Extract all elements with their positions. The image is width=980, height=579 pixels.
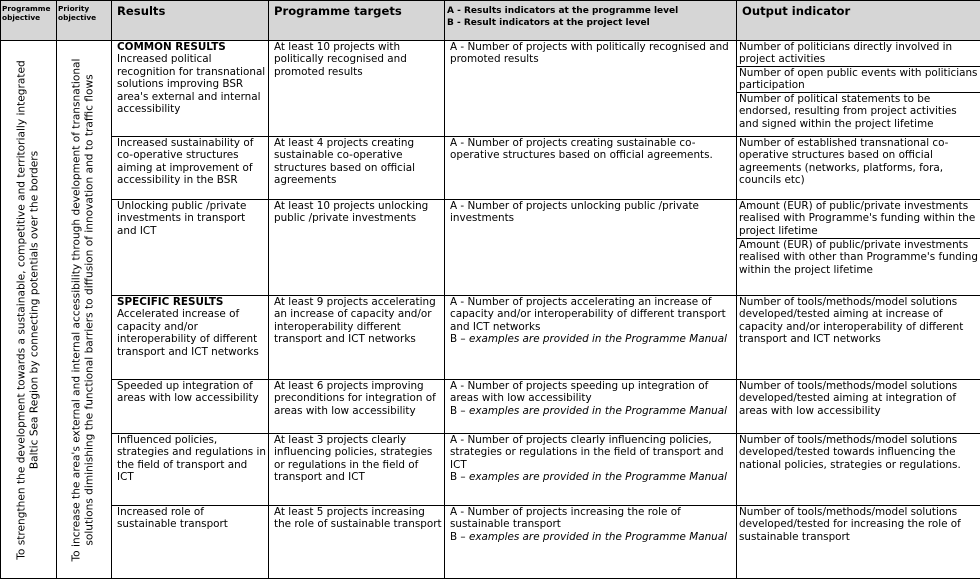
target-cell: At least 10 projects with politically recognised and promoted results — [269, 41, 445, 137]
header-indicators-b: B - Result indicators at the project level — [447, 18, 650, 28]
indicator-cell: A - Number of projects creating sustainable co-operative structures based on official agreements. — [445, 137, 737, 200]
indicator-cell — [445, 296, 737, 380]
output-item: Amount (EUR) of public/private investments realised with other than Programme's funding within the project lifetime — [737, 238, 980, 276]
target-cell: At least 10 projects unlocking public /private investments — [269, 200, 445, 296]
output-item: Number of open public events with politicians participation — [737, 66, 980, 92]
header-output-indicator: Output indicator — [737, 1, 980, 41]
programme-objective-cell — [1, 41, 57, 579]
target-cell: At least 5 projects increasing the role of sustainable transport — [269, 506, 445, 579]
header-priority-objective: Priority objective — [57, 1, 112, 41]
table-row — [1, 200, 980, 296]
priority-objective-text: To increase the area's external and internal accessibility through development of transnational solutions diminishing the functional barriers to diffusion of innovation and to traffic flows — [70, 58, 96, 561]
table-row — [1, 434, 980, 506]
result-cell — [112, 41, 269, 137]
output-cell: Number of tools/methods/model solutions developed/tested aiming at increase of capacity and/or interoperability of different transport and ICT networks — [737, 296, 980, 380]
table-row — [1, 296, 980, 380]
indicator-cell — [445, 506, 737, 579]
target-cell: At least 4 projects creating sustainable co-operative structures based on official agreements — [269, 137, 445, 200]
indicator-b: examples are provided in the Programme Manual — [468, 471, 727, 484]
indicator-b: examples are provided in the Programme Manual — [468, 530, 727, 543]
table-row — [1, 41, 980, 137]
indicator-a: A - Number of projects speeding up integration of areas with low accessibility — [450, 380, 709, 405]
result-text: Increased political recognition for transnational solutions improving BSR area's external and internal accessibility — [117, 53, 266, 116]
target-cell: At least 6 projects improving preconditions for integration of areas with low accessibility — [269, 380, 445, 434]
output-cell — [737, 41, 980, 137]
result-cell: Increased role of sustainable transport — [112, 506, 269, 579]
indicator-a: A - Number of projects increasing the role of sustainable transport — [450, 506, 681, 531]
indicator-cell — [445, 434, 737, 506]
header-indicators-a: A - Results indicators at the programme level — [447, 6, 679, 16]
result-text: Accelerated increase of capacity and/or interoperability of different transport and ICT networks — [117, 308, 259, 358]
header-row — [1, 1, 980, 41]
output-cell: Number of tools/methods/model solutions developed/tested towards influencing the national policies, strategies or regulations. — [737, 434, 980, 506]
output-cell: Number of tools/methods/model solutions developed/tested aiming at integration of areas with low accessibility — [737, 380, 980, 434]
indicator-b: examples are provided in the Programme Manual — [468, 333, 727, 346]
table-row — [1, 506, 980, 579]
result-cell: Speeded up integration of areas with low accessibility — [112, 380, 269, 434]
output-item: Number of political statements to be endorsed, resulting from project activities and signed within the project lifetime — [737, 92, 980, 130]
output-cell: Number of established transnational co-operative structures based on official agreements (networks, platforms, fora, councils etc) — [737, 137, 980, 200]
output-cell: Number of tools/methods/model solutions developed/tested for increasing the role of sustainable transport — [737, 506, 980, 579]
indicator-cell — [445, 380, 737, 434]
indicator-cell: A - Number of projects unlocking public /private investments — [445, 200, 737, 296]
header-programme-objective: Programme objective — [1, 1, 57, 41]
output-item: Number of politicians directly involved in project activities — [739, 41, 953, 66]
result-cell — [112, 296, 269, 380]
result-cell: Unlocking public /private investments in transport and ICT — [112, 200, 269, 296]
table-row — [1, 137, 980, 200]
indicator-a: A - Number of projects accelerating an increase of capacity and/or interoperability of different transport and ICT networks — [450, 296, 726, 333]
indicator-b-prefix: B – — [450, 333, 469, 346]
indicator-b-prefix: B – — [450, 471, 469, 484]
result-heading: SPECIFIC RESULTS — [117, 296, 224, 308]
target-cell: At least 9 projects accelerating an increase of capacity and/or interoperability different transport and ICT networks — [269, 296, 445, 380]
indicator-b-prefix: B – — [450, 404, 469, 417]
output-cell — [737, 200, 980, 296]
result-heading: COMMON RESULTS — [117, 41, 226, 53]
result-cell: Increased sustainability of co-operative structures aiming at improvement of accessibility in the BSR — [112, 137, 269, 200]
priority-objective-cell — [57, 41, 112, 579]
output-item: Amount (EUR) of public/private investments realised with Programme's funding within the project lifetime — [739, 200, 976, 237]
indicator-a: A - Number of projects clearly influencing policies, strategies or regulations in the field of transport and ICT — [450, 434, 724, 471]
header-indicators — [445, 1, 737, 41]
result-cell: Influenced policies, strategies and regulations in the field of transport and ICT — [112, 434, 269, 506]
programme-objective-text: To strengthen the development towards a sustainable, competitive and territorially integrated Baltic Sea Region by connecting potentials over the borders — [15, 59, 41, 560]
table-row — [1, 380, 980, 434]
indicator-b: examples are provided in the Programme Manual — [468, 404, 727, 417]
indicator-b-prefix: B – — [450, 530, 469, 543]
header-programme-targets: Programme targets — [269, 1, 445, 41]
indicator-cell: A - Number of projects with politically recognised and promoted results — [445, 41, 737, 137]
target-cell: At least 3 projects clearly influencing policies, strategies or regulations in the field of transport and ICT — [269, 434, 445, 506]
header-results: Results — [112, 1, 269, 41]
